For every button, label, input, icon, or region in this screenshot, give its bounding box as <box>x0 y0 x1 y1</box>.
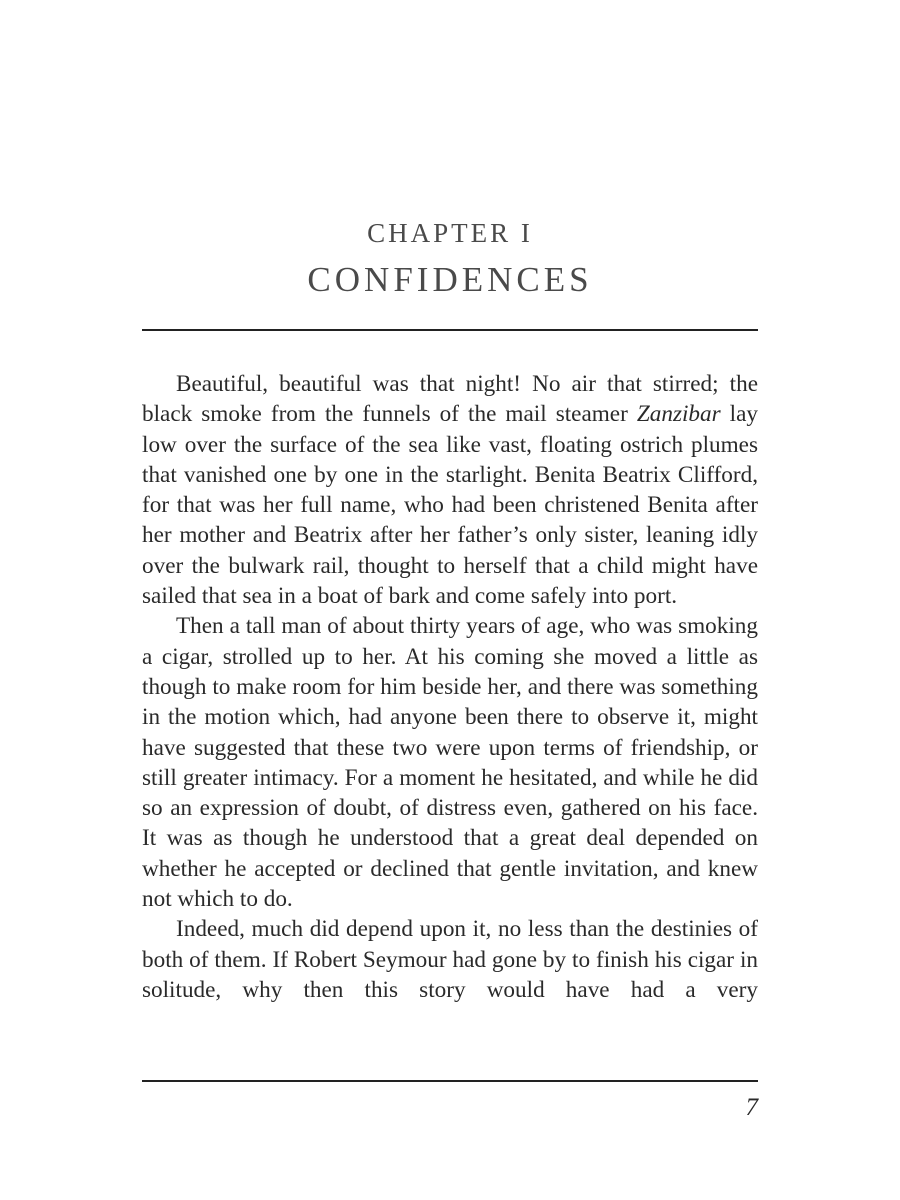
paragraph-1-run-1: Beautiful, beautiful was that night! No air that stirred; the black smoke from the funnels of the mail steamer <box>142 371 758 428</box>
footer-rule <box>142 1080 758 1082</box>
paragraph-2-run-1: Then a tall man of about thirty years of age, who was smoking a cigar, strolled up to her. At his coming she moved a little as though to make room for him beside her, and there was something in the motion which, had anyone been there to observe it, might have suggested that these two were upon terms of friendship, or still greater intimacy. For a moment he hesitated, and while he did so an expression of doubt, of distress even, gathered on his face. It was as though he understood that a great deal depended on whether he accepted or declined that gentle invitation, and knew not which to do. <box>142 613 758 913</box>
paragraph-1-run-3: lay low over the surface of the sea like vast, floating ostrich plumes that vanished one by one in the starlight. Benita Beatrix Clifford, for that was her full name, who had been christened Benita after her mother and Beatrix after her father’s only sister, leaning idly over the bulwark rail, thought to herself that a child might have sailed that sea in a boat of bark and come safely into port. <box>142 401 759 610</box>
chapter-number: CHAPTER I <box>367 218 533 248</box>
chapter-title: CONFIDENCES <box>307 260 593 299</box>
body-text <box>142 369 758 1005</box>
header-rule <box>142 329 758 331</box>
paragraph-2 <box>142 611 758 914</box>
page-number: 7 <box>745 1094 758 1121</box>
paragraph-3-run-1: Indeed, much did depend upon it, no less than the destinies of both of them. If Robert Seymour had gone by to finish his cigar in solitude, why then this story would have had a very <box>142 916 758 1003</box>
paragraph-1 <box>142 369 758 611</box>
ship-name: Zanzibar <box>636 401 721 428</box>
paragraph-3 <box>142 914 758 1005</box>
